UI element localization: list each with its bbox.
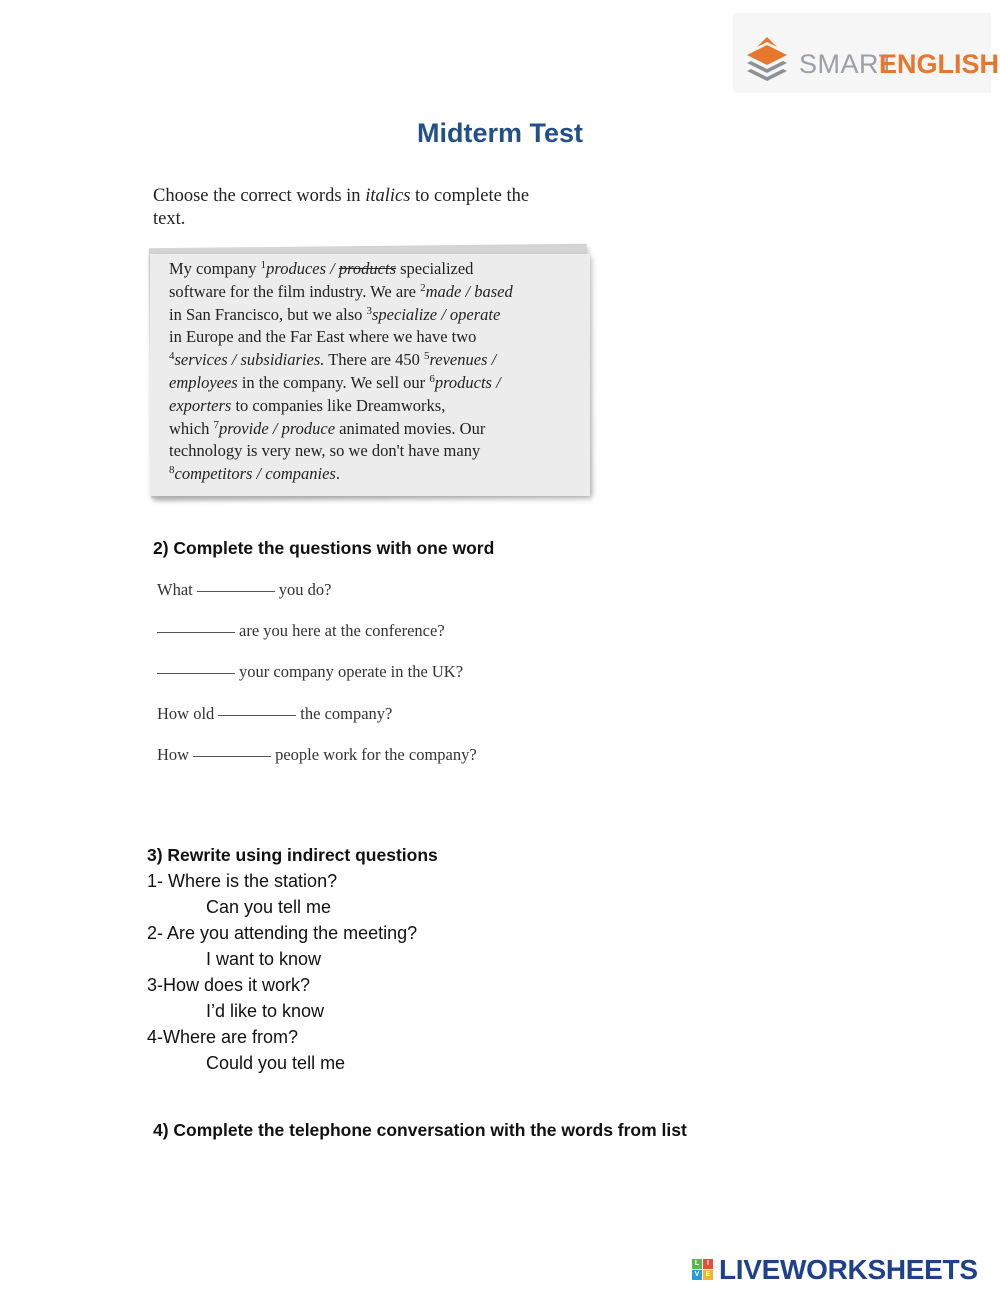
passage-line: in Europe and the Far East where we have two [169,327,477,347]
indirect-question-3: 3-How does it work? [147,975,311,995]
instruction-text-line2: text. [153,209,186,229]
instruction-text-cont: to complete the [410,186,530,206]
indirect-question-1: 1- Where is the station? [147,871,338,891]
logo-square-e: E [703,1270,713,1280]
passage-text [169,258,589,486]
logo-cube-icon [743,35,793,83]
indirect-prompt-2[interactable]: I want to know [206,949,322,969]
passage-line: $^8$competitors / companies. [169,464,340,484]
section3-heading: 3) Rewrite using indirect questions [147,845,438,865]
smart-english-logo [733,13,1000,93]
logo-square-l: L [692,1259,702,1269]
option-5[interactable]: revenues / [429,350,497,370]
logo-square-v: V [692,1270,702,1280]
option-7[interactable]: provide / produce [218,418,336,438]
passage-line: My company $^1$produces / products specialized [169,259,474,278]
question-line-3: your company operate in the UK? [157,662,463,682]
indirect-question-2: 2- Are you attending the meeting? [147,923,418,943]
passage-line: in San Francisco, but we also $^3$specialize / operate [169,304,501,324]
option-3[interactable]: specialize / operate [372,304,501,324]
answer-blank-3[interactable] [157,672,235,674]
instruction-text: Choose the correct words in [153,186,366,206]
option-5-cont[interactable]: employees [169,372,238,392]
indirect-prompt-4[interactable]: Could you tell me [206,1053,346,1073]
question-line-2: are you here at the conference? [157,621,445,641]
answer-blank-1[interactable] [197,590,275,592]
passage-line: exporters to companies like Dreamworks, [169,395,446,415]
logo-word-smart: SMART [799,49,896,79]
indirect-question-4: 4-Where are from? [147,1027,299,1047]
option-1[interactable]: produces / [266,259,339,278]
page-title: Midterm Test [416,118,584,148]
option-8[interactable]: competitors / companies [174,464,336,484]
option-6[interactable]: products / [434,372,501,392]
option-1-struck: products [338,259,397,278]
indirect-prompt-3[interactable]: I’d like to know [206,1001,325,1021]
passage-line: employees in the company. We sell our $^6$products / [169,372,501,392]
instruction-italic-word: italics [365,186,411,206]
option-2[interactable]: made / based [425,281,513,301]
section2-heading: 2) Complete the questions with one word [153,538,495,558]
answer-blank-2[interactable] [157,631,235,633]
passage-line: $^4$services / subsidiaries. There are 450 $^5$revenues / [169,350,497,370]
question-line-5: How people work for the company? [157,745,477,764]
section4-heading: 4) Complete the telephone conversation with the words from list [153,1120,687,1140]
passage-line: software for the film industry. We are $^2$made / based [169,281,513,301]
answer-blank-4[interactable] [218,714,296,716]
question-line-4: How old the company? [157,704,393,723]
logo-word-english: ENGLISH [879,49,1000,79]
logo-square-i: I [703,1259,713,1269]
answer-blank-5[interactable] [193,755,271,757]
indirect-prompt-1[interactable]: Can you tell me [206,897,332,917]
option-6-cont[interactable]: exporters [169,395,232,415]
passage-line: technology is very new, so we don't have many [169,441,481,461]
passage-line: which $^7$provide / produce animated movies. Our [169,418,486,438]
question-line-1: What you do? [157,580,332,599]
option-4[interactable]: services / subsidiaries. [174,350,325,370]
passage-box [150,254,590,496]
exercise1-instruction [153,185,593,231]
liveworksheets-wordmark: LIVEWORKSHEETS [719,1254,978,1285]
